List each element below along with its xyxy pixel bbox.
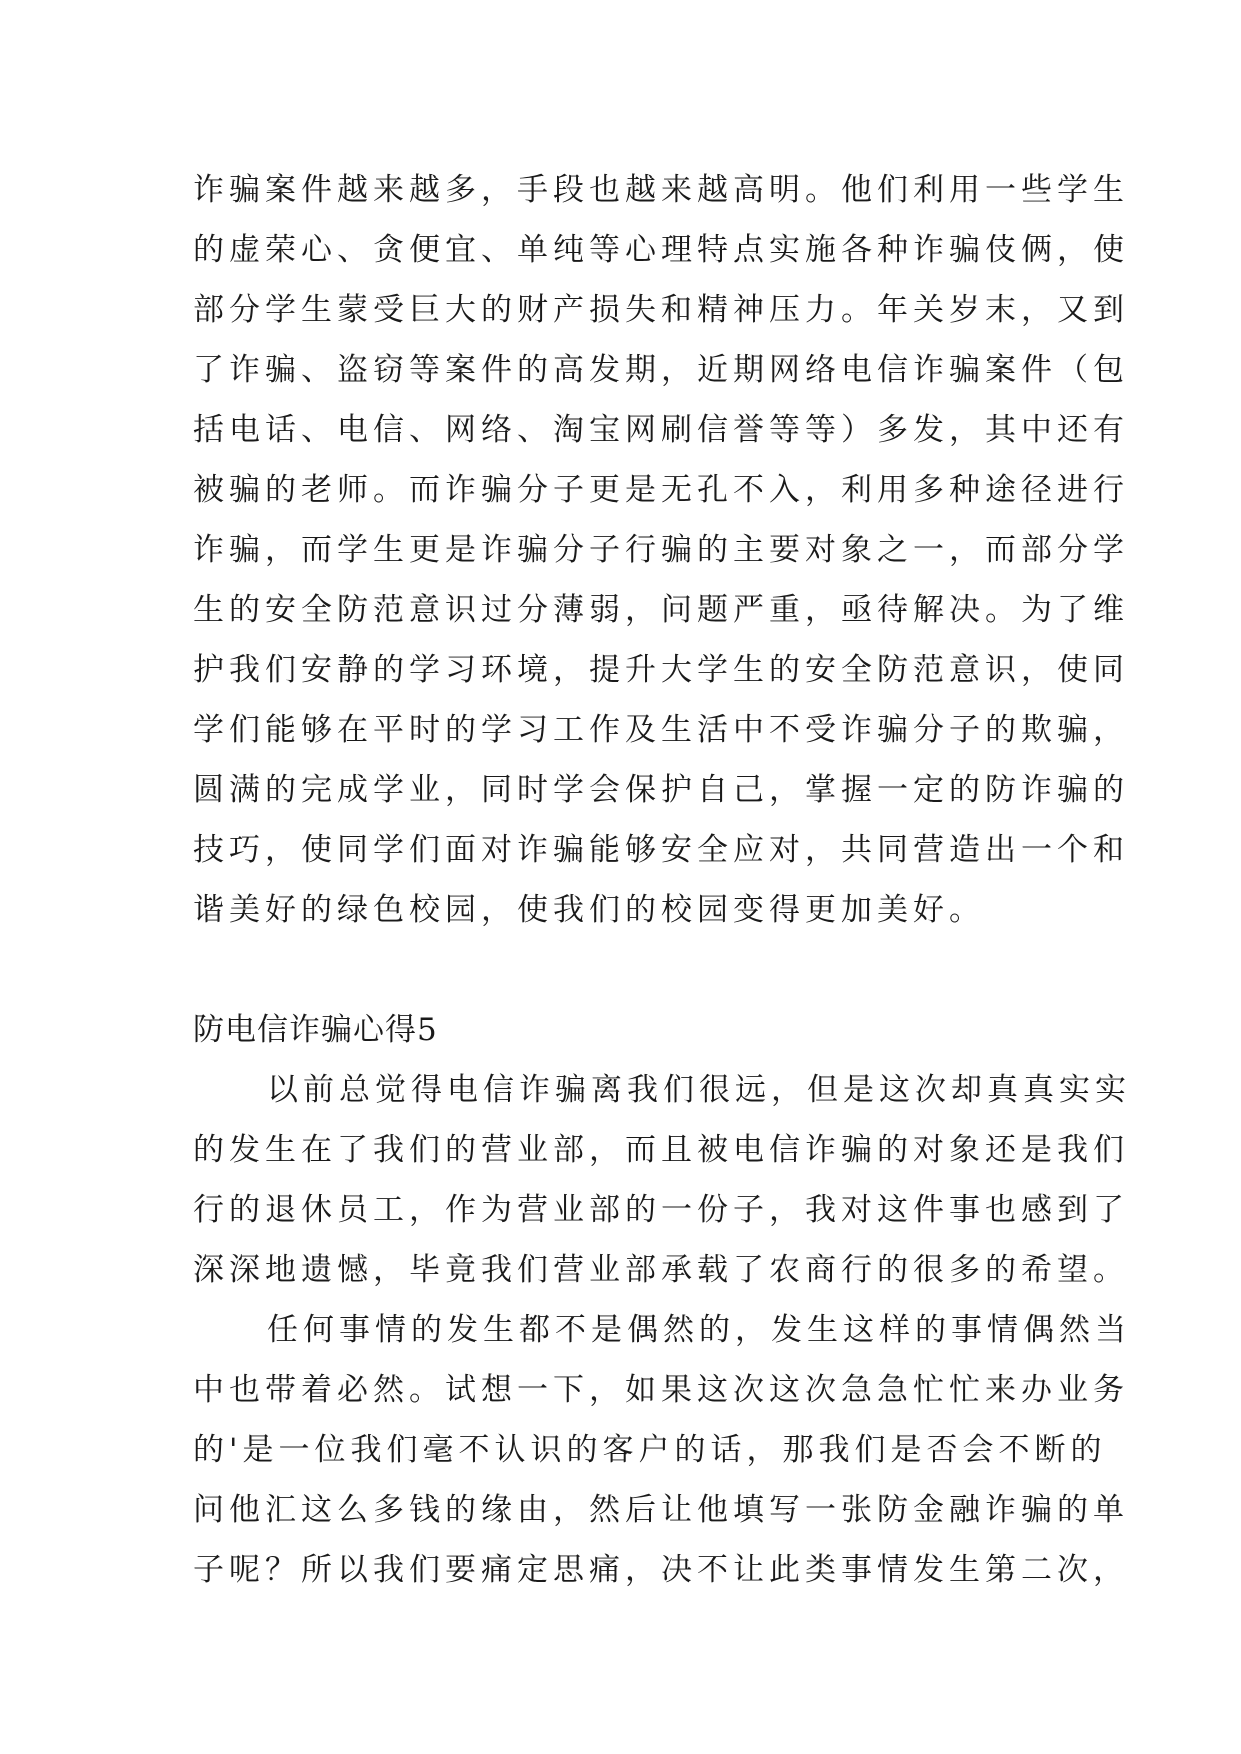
text-line: 了诈骗、盗窃等案件的高发期，近期网络电信诈骗案件（包 [193, 352, 1129, 388]
text-line: 中也带着必然。试想一下，如果这次这次急急忙忙来办业务 [193, 1372, 1129, 1408]
text-line: 部分学生蒙受巨大的财产损失和精神压力。年关岁末，又到 [193, 292, 1129, 328]
text-line: 括电话、电信、网络、淘宝网刷信誉等等）多发，其中还有 [193, 412, 1129, 448]
text-line: 被骗的老师。而诈骗分子更是无孔不入，利用多种途径进行 [193, 472, 1129, 508]
text-line: 诈骗案件越来越多，手段也越来越高明。他们利用一些学生 [193, 172, 1129, 208]
text-line: 技巧，使同学们面对诈骗能够安全应对，共同营造出一个和 [193, 832, 1129, 868]
paragraph-spacer [193, 940, 1053, 1000]
text-line: 的发生在了我们的营业部，而且被电信诈骗的对象还是我们 [193, 1132, 1129, 1168]
text-line: 圆满的完成学业，同时学会保护自己，掌握一定的防诈骗的 [193, 772, 1129, 808]
text-line: 学们能够在平时的学习工作及生活中不受诈骗分子的欺骗， [193, 712, 1129, 748]
paragraph-previous [193, 160, 1129, 940]
document-body [193, 160, 1131, 1600]
paragraph-2 [193, 1300, 1131, 1600]
text-line: 谐美好的绿色校园，使我们的校园变得更加美好。 [193, 892, 985, 928]
text-line: 行的退休员工，作为营业部的一份子，我对这件事也感到了 [193, 1192, 1129, 1228]
text-line: 的'是一位我们毫不认识的客户的话，那我们是否会不断的 [193, 1432, 1107, 1468]
text-line: 诈骗，而学生更是诈骗分子行骗的主要对象之一，而部分学 [193, 532, 1129, 568]
text-line: 子呢？所以我们要痛定思痛，决不让此类事情发生第二次， [193, 1552, 1129, 1588]
text-line: 深深地遗憾，毕竟我们营业部承载了农商行的很多的希望。 [193, 1252, 1129, 1288]
text-line: 生的安全防范意识过分薄弱，问题严重，亟待解决。为了维 [193, 592, 1129, 628]
text-line: 护我们安静的学习环境，提升大学生的安全防范意识，使同 [193, 652, 1129, 688]
section-title: 防电信诈骗心得5 [193, 1012, 438, 1048]
text-line: 问他汇这么多钱的缘由，然后让他填写一张防金融诈骗的单 [193, 1492, 1129, 1528]
text-line: 以前总觉得电信诈骗离我们很远，但是这次却真真实实 [267, 1072, 1131, 1108]
text-line: 任何事情的发生都不是偶然的，发生这样的事情偶然当 [267, 1312, 1131, 1348]
paragraph-1 [193, 1060, 1131, 1300]
text-line: 的虚荣心、贪便宜、单纯等心理特点实施各种诈骗伎俩，使 [193, 232, 1129, 268]
